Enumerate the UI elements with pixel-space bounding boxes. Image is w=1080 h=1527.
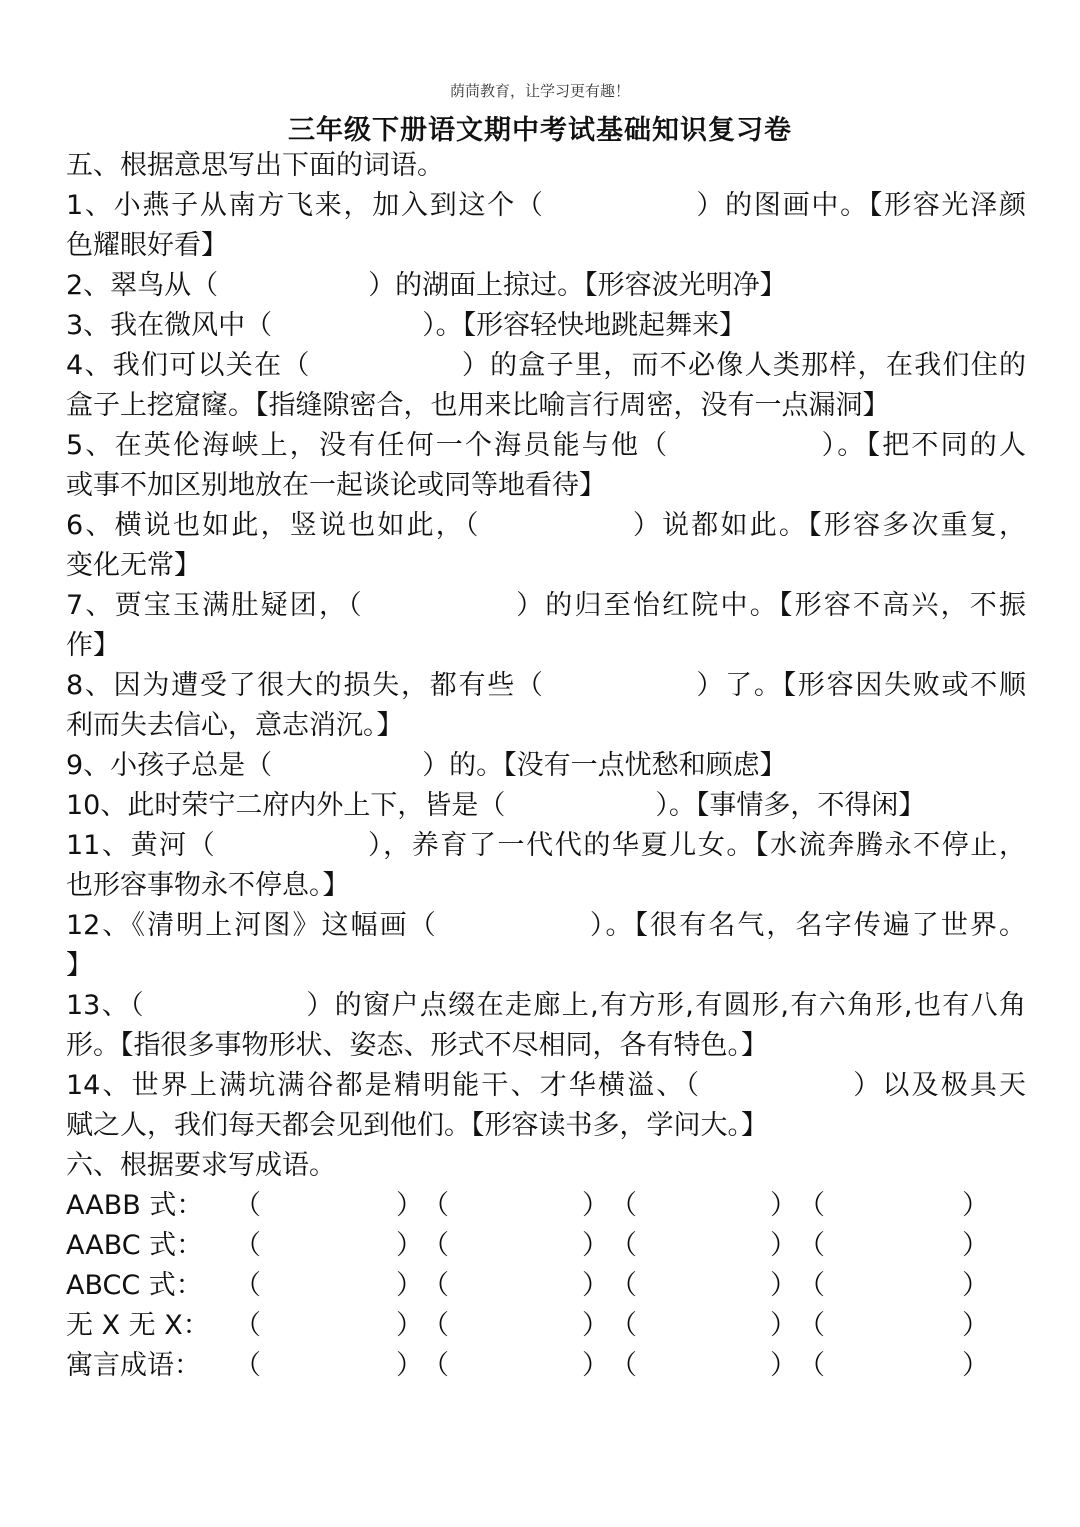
question-line xyxy=(66,466,1026,506)
question-text-after-blank: ）。【事情多，不得闲】 xyxy=(655,790,926,821)
answer-box-open[interactable]: （ xyxy=(798,1190,825,1221)
answer-box-open[interactable]: （ xyxy=(798,1310,825,1341)
question-text: 形。【指很多事物形状、姿态、形式不尽相同，各有特色。】 xyxy=(66,1030,768,1061)
question-text-before-blank: 5、在英伦海峡上，没有任何一个海员能与他（ xyxy=(66,430,670,461)
answer-box-close[interactable]: ） xyxy=(962,1270,989,1301)
question-text-before-blank: 3、我在微风中（ xyxy=(66,310,273,341)
question-text-after-blank: ）。【把不同的人 xyxy=(819,430,1026,461)
answer-box-open[interactable]: （ xyxy=(798,1270,825,1301)
question-line xyxy=(66,346,1026,386)
question-item xyxy=(66,586,1026,666)
idiom-row xyxy=(66,1266,1026,1306)
question-text: 色耀眼好看】 xyxy=(66,230,228,261)
question-line xyxy=(66,186,1026,226)
answer-box-close[interactable]: ） xyxy=(962,1350,989,1381)
question-text-before-blank: 10、此时荣宁二府内外上下，皆是（ xyxy=(66,790,506,821)
answer-box-close[interactable]: ） xyxy=(770,1230,797,1261)
answer-box-open[interactable]: （ xyxy=(610,1270,637,1301)
idiom-row xyxy=(66,1346,1026,1386)
question-line xyxy=(66,226,1026,266)
question-text: 盒子上挖窟窿。【指缝隙密合，也用来比喻言行周密，没有一点漏洞】 xyxy=(66,390,890,421)
question-text-after-blank: ）。【形容轻快地跳起舞来】 xyxy=(422,310,747,341)
answer-box-close[interactable]: ） xyxy=(962,1190,989,1221)
answer-box-close[interactable]: ） xyxy=(770,1350,797,1381)
question-text-before-blank: 4、我们可以关在（ xyxy=(66,350,311,381)
question-line xyxy=(66,826,1026,866)
idiom-row-label: AABB 式： xyxy=(66,1190,204,1221)
idiom-row-label: ABCC 式： xyxy=(66,1270,203,1301)
answer-box-open[interactable]: （ xyxy=(422,1190,449,1221)
question-text: 】 xyxy=(66,950,93,981)
answer-box-close[interactable]: ） xyxy=(770,1270,797,1301)
question-item xyxy=(66,346,1026,426)
answer-box-close[interactable]: ） xyxy=(582,1190,609,1221)
question-line xyxy=(66,946,1026,986)
answer-box-open[interactable]: （ xyxy=(234,1190,261,1221)
question-text: 变化无常】 xyxy=(66,550,201,581)
question-text-after-blank: ），养育了一代代的华夏儿女。【水流奔腾永不停止， xyxy=(366,830,1026,861)
question-line xyxy=(66,746,1026,786)
question-text-before-blank: 8、因为遭受了很大的损失，都有些（ xyxy=(66,670,545,701)
answer-box-open[interactable]: （ xyxy=(422,1230,449,1261)
question-text-after-blank: ）的图画中。【形容光泽颜 xyxy=(694,190,1026,221)
question-text-before-blank: 7、贾宝玉满肚疑团，（ xyxy=(66,590,364,621)
question-text: 利而失去信心，意志消沉。】 xyxy=(66,710,404,741)
answer-box-open[interactable]: （ xyxy=(798,1230,825,1261)
question-line xyxy=(66,586,1026,626)
answer-box-open[interactable]: （ xyxy=(422,1270,449,1301)
question-text-before-blank: 1、小燕子从南方飞来，加入到这个（ xyxy=(66,190,545,221)
answer-box-open[interactable]: （ xyxy=(798,1350,825,1381)
question-item xyxy=(66,266,1026,306)
question-text-after-blank: ）以及极具天 xyxy=(851,1070,1026,1101)
question-text-before-blank: 2、翠鸟从（ xyxy=(66,270,219,301)
question-item xyxy=(66,786,1026,826)
question-text-after-blank: ）的。【没有一点忧愁和顾虑】 xyxy=(422,750,787,781)
question-item xyxy=(66,426,1026,506)
question-line xyxy=(66,706,1026,746)
question-line xyxy=(66,546,1026,586)
section-6-heading: 六、根据要求写成语。 xyxy=(66,1150,336,1181)
question-text-before-blank: 14、世界上满坑满谷都是精明能干、才华横溢、（ xyxy=(66,1070,702,1101)
answer-box-close[interactable]: ） xyxy=(396,1270,423,1301)
question-text-before-blank: 13、（ xyxy=(66,990,145,1021)
question-line xyxy=(66,866,1026,906)
idiom-row xyxy=(66,1226,1026,1266)
question-text: 或事不加区别地放在一起谈论或同等地看待】 xyxy=(66,470,606,501)
answer-box-open[interactable]: （ xyxy=(610,1230,637,1261)
question-line xyxy=(66,426,1026,466)
question-text: 作】 xyxy=(66,630,120,661)
answer-box-open[interactable]: （ xyxy=(234,1310,261,1341)
question-line xyxy=(66,266,1026,306)
question-line xyxy=(66,986,1026,1026)
answer-box-close[interactable]: ） xyxy=(962,1310,989,1341)
question-text-after-blank: ）的归至怡红院中。【形容不高兴，不振 xyxy=(513,590,1026,621)
question-item xyxy=(66,666,1026,746)
question-text-after-blank: ）说都如此。【形容多次重复， xyxy=(630,510,1026,541)
answer-box-open[interactable]: （ xyxy=(234,1350,261,1381)
answer-box-open[interactable]: （ xyxy=(234,1270,261,1301)
question-line xyxy=(66,666,1026,706)
question-line xyxy=(66,906,1026,946)
question-text-after-blank: ）的湖面上掠过。【形容波光明净】 xyxy=(368,270,787,301)
question-item xyxy=(66,986,1026,1066)
idiom-row xyxy=(66,1306,1026,1346)
question-line xyxy=(66,1026,1026,1066)
answer-box-close[interactable]: ） xyxy=(582,1230,609,1261)
question-item xyxy=(66,506,1026,586)
question-line xyxy=(66,1066,1026,1106)
worksheet-content xyxy=(66,146,1026,1386)
question-text-before-blank: 11、黄河（ xyxy=(66,830,217,861)
question-line xyxy=(66,506,1026,546)
question-text-before-blank: 12、《清明上河图》这幅画（ xyxy=(66,910,438,941)
question-item xyxy=(66,906,1026,986)
answer-box-close[interactable]: ） xyxy=(770,1190,797,1221)
answer-box-close[interactable]: ） xyxy=(962,1230,989,1261)
answer-box-close[interactable]: ） xyxy=(770,1310,797,1341)
question-line xyxy=(66,786,1026,826)
idiom-grid xyxy=(66,1186,1026,1386)
question-item xyxy=(66,826,1026,906)
answer-box-close[interactable]: ） xyxy=(582,1350,609,1381)
idiom-row-label: 无 X 无 X： xyxy=(66,1310,210,1341)
answer-box-close[interactable]: ） xyxy=(396,1310,423,1341)
answer-box-open[interactable]: （ xyxy=(422,1310,449,1341)
question-text-after-blank: ）了。【形容因失败或不顺 xyxy=(694,670,1026,701)
answer-box-close[interactable]: ） xyxy=(396,1190,423,1221)
answer-box-open[interactable]: （ xyxy=(610,1190,637,1221)
idiom-row-label: 寓言成语： xyxy=(66,1350,201,1381)
question-text-before-blank: 9、小孩子总是（ xyxy=(66,750,273,781)
question-line xyxy=(66,306,1026,346)
answer-box-close[interactable]: ） xyxy=(582,1310,609,1341)
question-text: 也形容事物永不停息。】 xyxy=(66,870,350,901)
question-list xyxy=(66,186,1026,1146)
question-text-after-blank: ）。【很有名气，名字传遍了世界。 xyxy=(587,910,1026,941)
answer-box-close[interactable]: ） xyxy=(396,1350,423,1381)
watermark-text: 荫茼教育，让学习更有趣！ xyxy=(449,82,630,100)
question-text-before-blank: 6、横说也如此，竖说也如此，（ xyxy=(66,510,481,541)
answer-box-close[interactable]: ） xyxy=(582,1270,609,1301)
question-text-after-blank: ）的窗户点缀在走廊上,有方形,有圆形,有六角形,也有八角 xyxy=(305,990,1026,1021)
question-text-after-blank: ）的盒子里，而不必像人类那样，在我们住的 xyxy=(460,350,1026,381)
answer-box-open[interactable]: （ xyxy=(234,1230,261,1261)
page-title: 三年级下册语文期中考试基础知识复习卷 xyxy=(288,115,792,146)
question-line xyxy=(66,626,1026,666)
question-text: 赋之人，我们每天都会见到他们。【形容读书多，学问大。】 xyxy=(66,1110,768,1141)
answer-box-open[interactable]: （ xyxy=(422,1350,449,1381)
section-5-heading: 五、根据意思写出下面的词语。 xyxy=(66,150,444,181)
answer-box-open[interactable]: （ xyxy=(610,1310,637,1341)
question-item xyxy=(66,306,1026,346)
answer-box-open[interactable]: （ xyxy=(610,1350,637,1381)
idiom-row-label: AABC 式： xyxy=(66,1230,204,1261)
question-item xyxy=(66,186,1026,266)
idiom-row xyxy=(66,1186,1026,1226)
question-item xyxy=(66,1066,1026,1146)
answer-box-close[interactable]: ） xyxy=(396,1230,423,1261)
question-line xyxy=(66,1106,1026,1146)
question-item xyxy=(66,746,1026,786)
question-line xyxy=(66,386,1026,426)
